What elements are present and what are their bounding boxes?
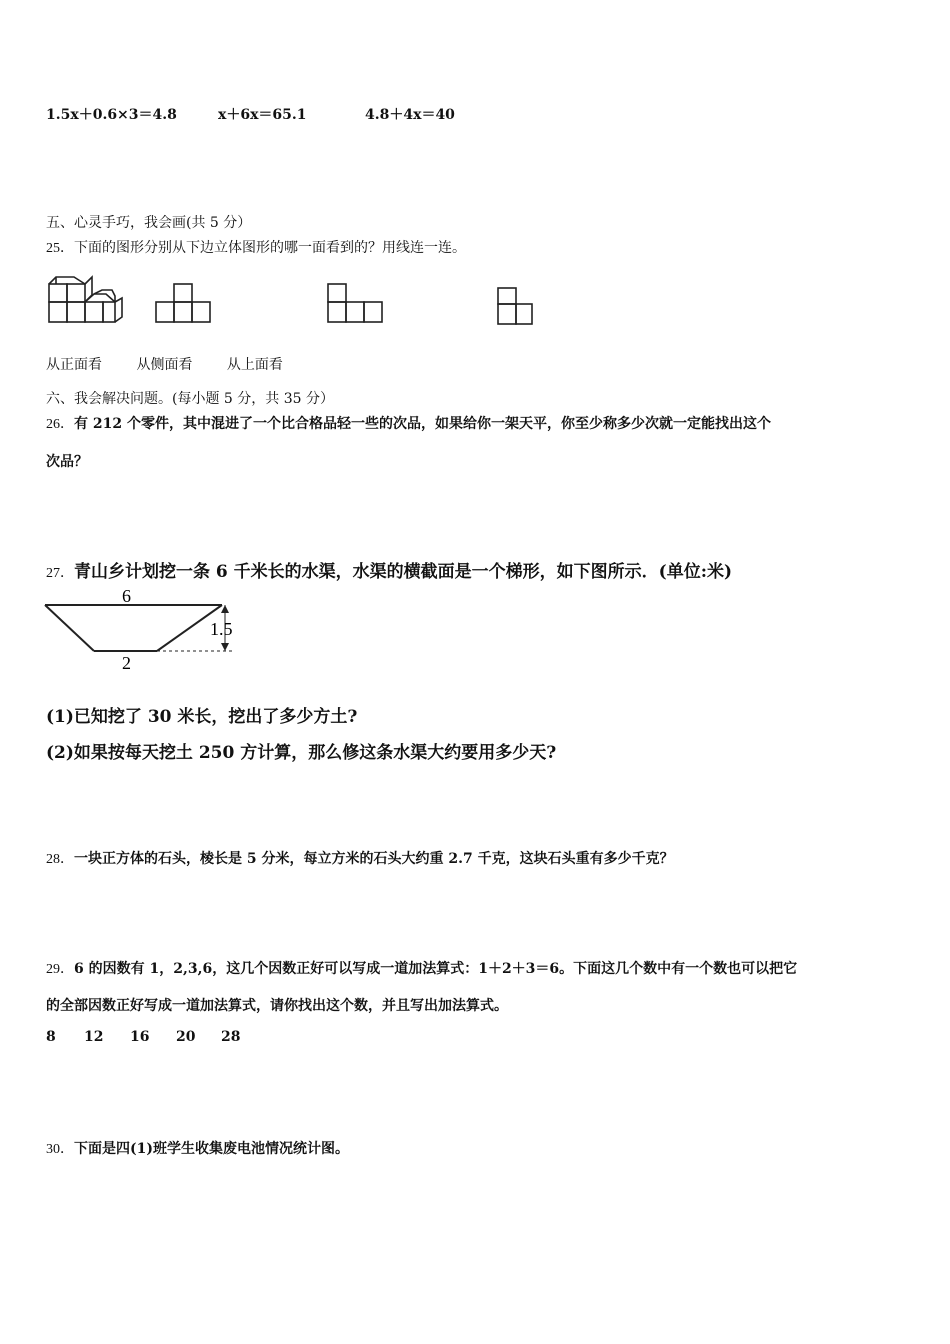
question-26-line-1 bbox=[46, 413, 771, 433]
view-shape-3 bbox=[498, 288, 532, 324]
question-29-text: 6 的因数有 1，2,3,6，这几个因数正好可以写成一道加法算式：1＋2＋3＝6。下面这几个数中有一个数也可以把它 bbox=[74, 961, 798, 977]
bottom-width-label: 2 bbox=[122, 653, 131, 673]
question-28-text: 一块正方体的石头，棱长是 5 分米，每立方米的石头大约重 2.7 千克，这块石头重有多少千克？ bbox=[74, 851, 674, 867]
trapezoid-left-edge bbox=[45, 605, 94, 651]
equation-2: x＋6x＝65.1 bbox=[218, 107, 307, 123]
view-shape-2 bbox=[328, 284, 382, 322]
question-27-text: 青山乡计划挖一条 6 千米长的水渠，水渠的横截面是一个梯形，如下图所示．(单位:米) bbox=[74, 562, 733, 582]
view-label-top: 从上面看 bbox=[226, 357, 283, 373]
number-option-4: 20 bbox=[176, 1029, 196, 1045]
height-label: 1.5 bbox=[210, 619, 233, 639]
number-option-1: 8 bbox=[46, 1029, 56, 1045]
question-30-text: 下面是四(1)班学生收集废电池情况统计图。 bbox=[74, 1141, 349, 1157]
question-25-number: 25． bbox=[46, 241, 74, 256]
question-27-number: 27． bbox=[46, 566, 74, 581]
question-26-number: 26． bbox=[46, 417, 74, 432]
question-25-text: 下面的图形分别从下边立体图形的哪一面看到的？用线连一连。 bbox=[74, 240, 466, 256]
question-27-sub-2: (2)如果按每天挖土 250 方计算，那么修这条水渠大约要用多少天? bbox=[46, 743, 557, 763]
equation-3: 4.8＋4x＝40 bbox=[365, 107, 455, 123]
height-arrow-up bbox=[221, 605, 229, 613]
question-29-number: 29． bbox=[46, 962, 74, 977]
question-27 bbox=[46, 557, 732, 582]
question-30-number: 30． bbox=[46, 1142, 74, 1157]
height-arrow-down bbox=[221, 643, 229, 651]
question-28 bbox=[46, 848, 674, 868]
question-30 bbox=[46, 1138, 349, 1158]
number-option-2: 12 bbox=[84, 1029, 104, 1045]
section-6-title: 六、我会解决问题。(每小题 5 分，共 35 分） bbox=[46, 391, 334, 407]
question-28-number: 28． bbox=[46, 852, 74, 867]
view-label-front: 从正面看 bbox=[46, 357, 102, 373]
view-label-side: 从侧面看 bbox=[136, 357, 193, 373]
number-option-5: 28 bbox=[221, 1029, 241, 1045]
question-26-line-2: 次品？ bbox=[46, 454, 88, 470]
view-shape-1 bbox=[156, 284, 210, 322]
question-29-line-2: 的全部因数正好写成一道加法算式，请你找出这个数，并且写出加法算式。 bbox=[46, 998, 508, 1014]
question-29-line-1 bbox=[46, 958, 797, 978]
number-option-3: 16 bbox=[130, 1029, 150, 1045]
top-width-label: 6 bbox=[122, 586, 131, 606]
question-25 bbox=[46, 237, 466, 257]
question-26-text: 有 212 个零件，其中混进了一个比合格品轻一些的次品，如果给你一架天平，你至少称多少次就一定能找出这个 bbox=[74, 416, 771, 432]
q25-figures bbox=[44, 262, 544, 332]
solid-figure bbox=[49, 277, 122, 322]
view-labels bbox=[46, 354, 313, 374]
section-5-title: 五、心灵手巧，我会画(共 5 分） bbox=[46, 215, 252, 231]
trapezoid-figure bbox=[42, 585, 252, 675]
equation-1: 1.5x＋0.6×3＝4.8 bbox=[46, 107, 177, 123]
question-27-sub-1: (1)已知挖了 30 米长，挖出了多少方土? bbox=[46, 707, 358, 727]
